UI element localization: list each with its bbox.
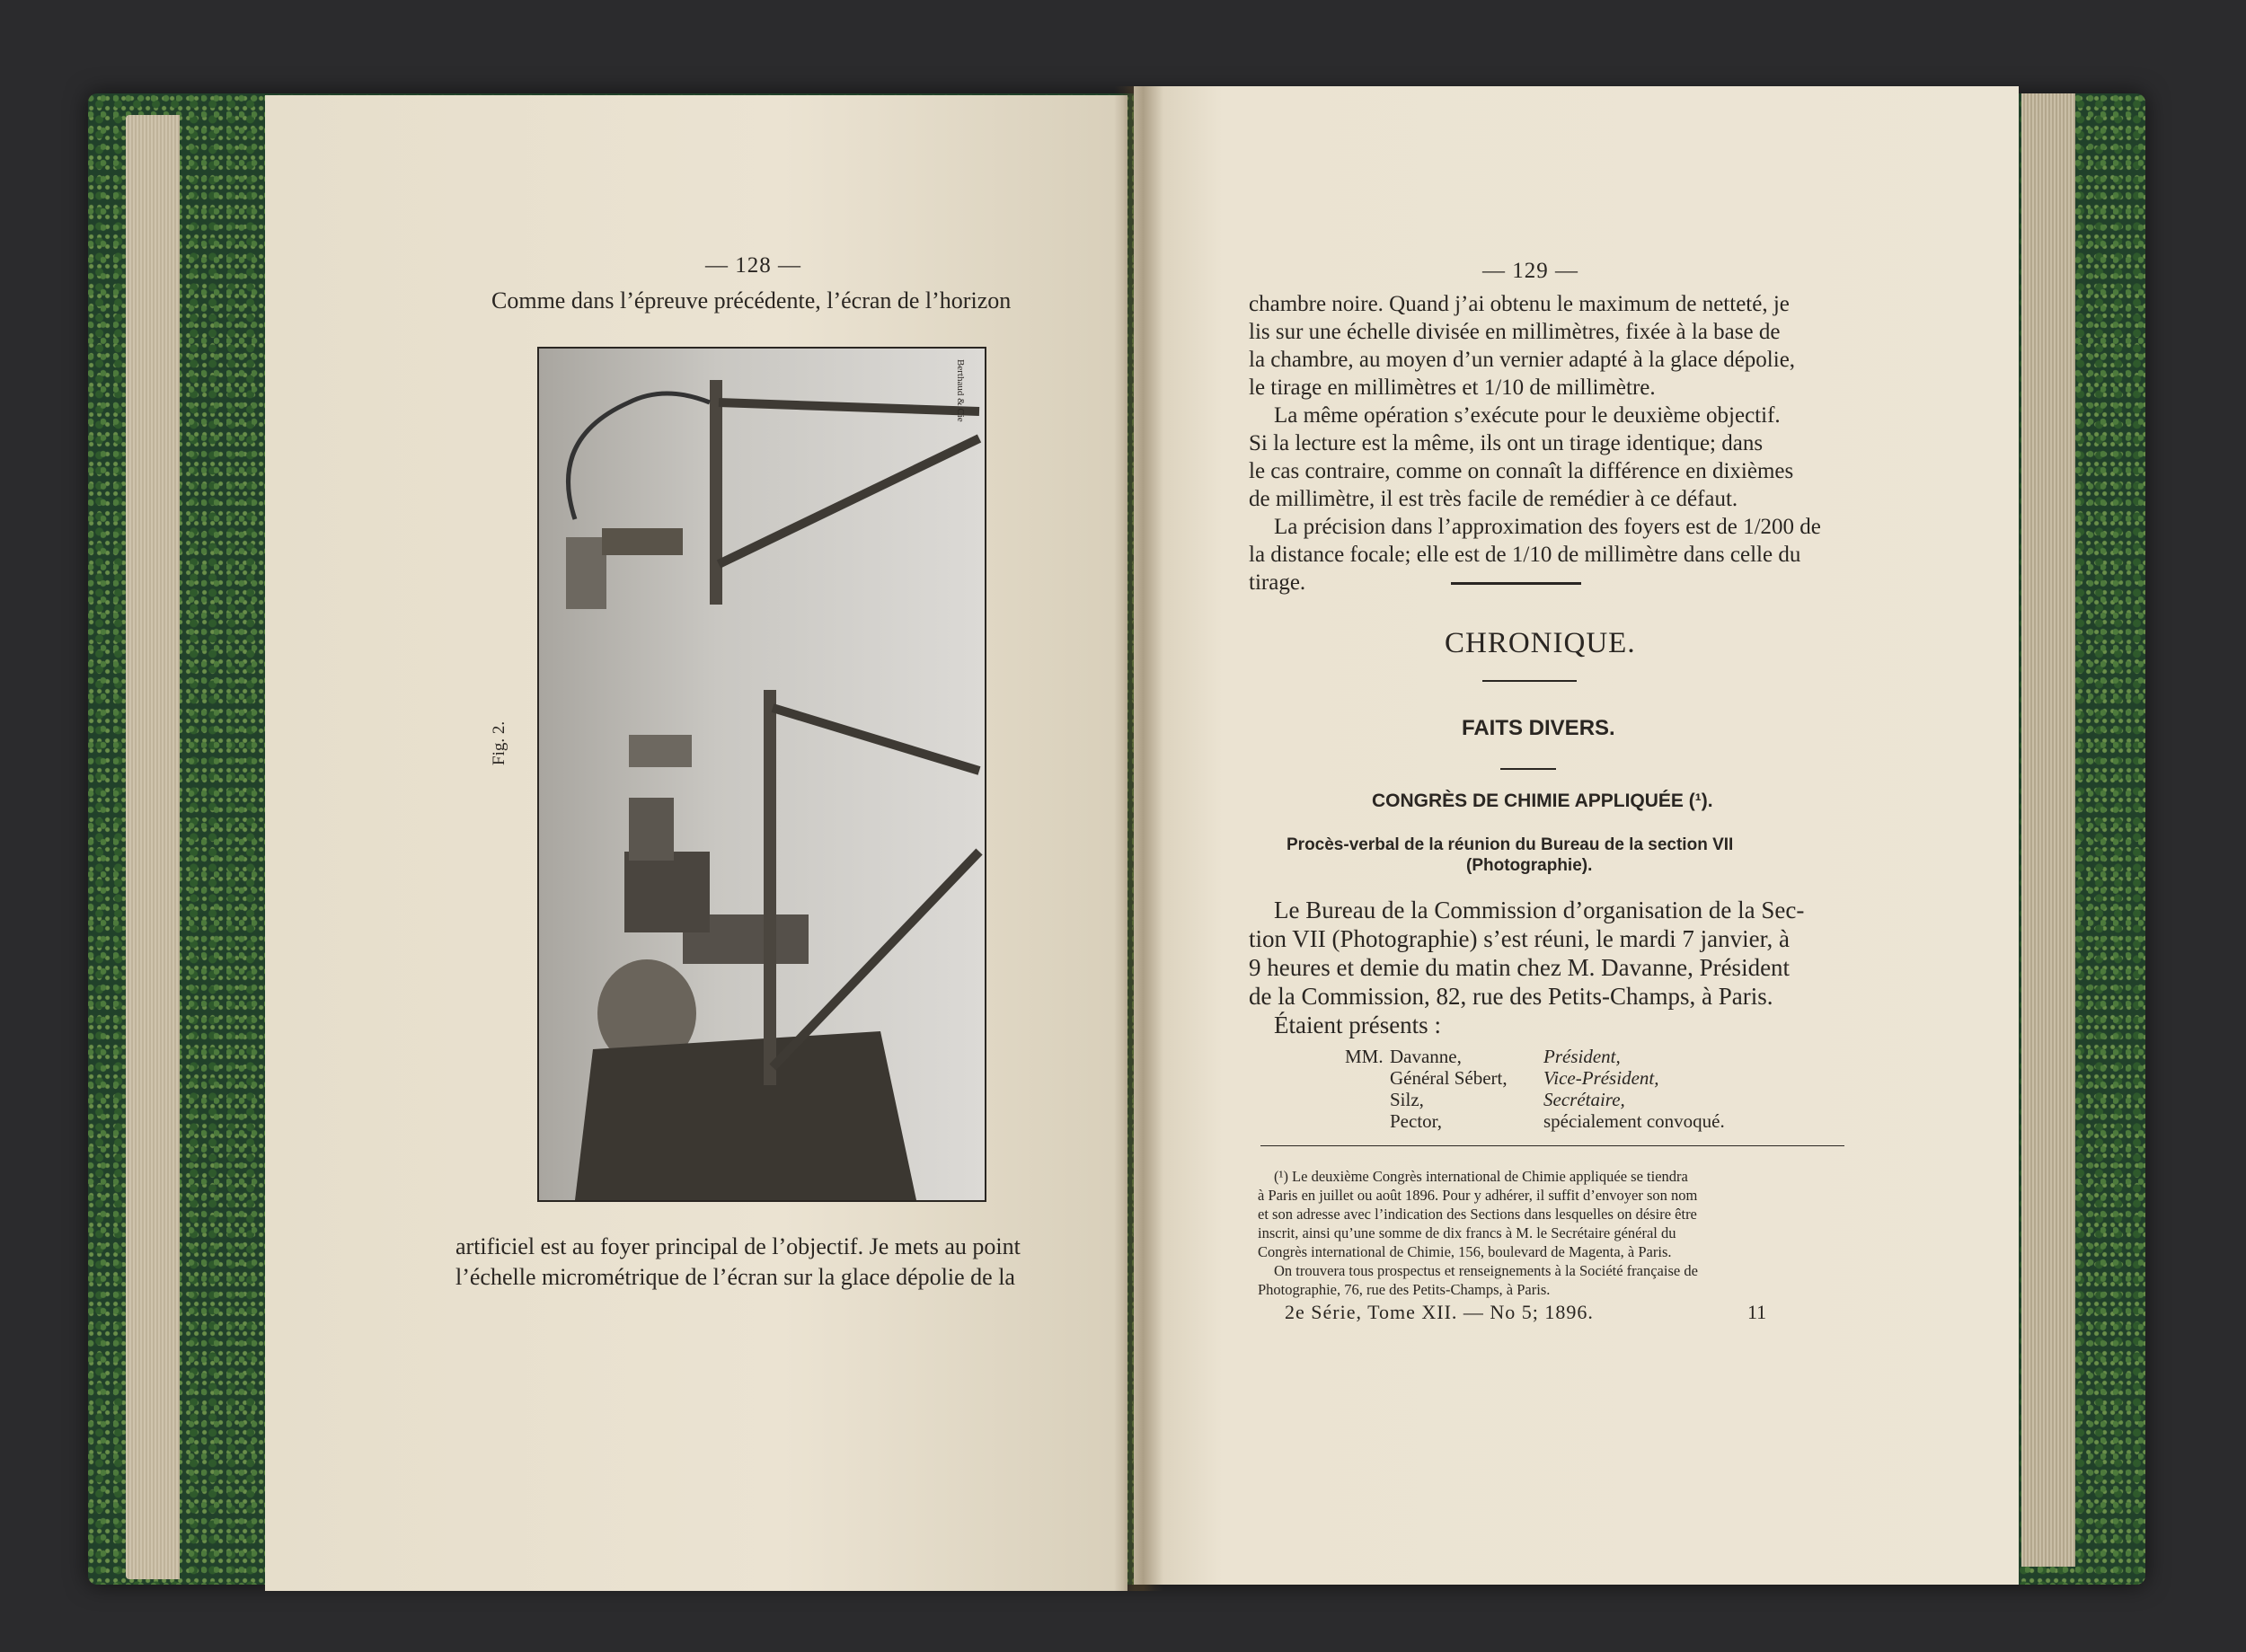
para1-line-1: chambre noire. Quand j’ai obtenu le maximum de netteté, je (1249, 292, 1790, 316)
footnote-rule (1260, 1145, 1844, 1146)
figure-credit: Berthaud & Cie (955, 359, 966, 422)
tripod-leg-1a (773, 708, 979, 771)
proces-verbal-line-2: (Photographie). (1466, 856, 1593, 875)
congres-heading: CONGRÈS DE CHIMIE APPLIQUÉE (¹). (1372, 791, 1713, 811)
para3-line-3: tirage. (1249, 570, 1306, 595)
figure-caption: Fig. 2. (490, 720, 508, 765)
right-page-number: — 129 — (1482, 259, 1578, 283)
collimator-tube (566, 537, 606, 609)
attendee-name-1: Davanne, (1390, 1046, 1462, 1067)
chronique-rule (1482, 680, 1577, 682)
attendee-name-4: Pector, (1390, 1110, 1443, 1132)
para4-line-1: Le Bureau de la Commission d’organisation de la Sec- (1274, 897, 1805, 923)
page-edges-right (2021, 93, 2075, 1567)
para1-line-4: le tirage en millimètres et 1/10 de millimètre. (1249, 375, 1656, 400)
camera-lens (629, 798, 674, 861)
para2-line-4: de millimètre, il est très facile de remédier à ce défaut. (1249, 487, 1738, 511)
attendee-name-3: Silz, (1390, 1089, 1424, 1110)
book-gutter-shade (1123, 86, 1163, 1591)
attendee-prefix: MM. (1345, 1046, 1384, 1067)
left-bottom-line-2: l’échelle micrométrique de l’écran sur la glace dépolie de la (455, 1264, 1015, 1290)
page-edges-left (126, 115, 180, 1579)
attendee-role-4: spécialement convoqué. (1543, 1110, 1725, 1132)
microscope-tube (629, 735, 692, 767)
table-top-1 (764, 690, 776, 1085)
footnote-line-6: On trouvera tous prospectus et renseignements à la Société française de (1274, 1262, 1698, 1279)
attendee-role-2: Vice-Président, (1543, 1067, 1659, 1089)
table-top-2 (710, 380, 722, 605)
attendee-name-2: Général Sébert, (1390, 1067, 1508, 1089)
attendee-role-1: Président, (1543, 1046, 1621, 1067)
faits-divers-heading: FAITS DIVERS. (1462, 716, 1615, 740)
para4-line-4: de la Commission, 82, rue des Petits-Champs, à Paris. (1249, 983, 1773, 1010)
footnote-line-7: Photographie, 76, rue des Petits-Champs, à Paris. (1258, 1281, 1551, 1298)
footnote-line-4: inscrit, ainsi qu’une somme de dix francs à M. le Secrétaire général du (1258, 1224, 1676, 1241)
signature-line: 2e Série, Tome XII. — No 5; 1896. (1285, 1301, 1594, 1323)
para1-line-3: la chambre, au moyen d’un vernier adapté à la glace dépolie, (1249, 348, 1796, 372)
footnote-line-1: (¹) Le deuxième Congrès international de Chimie appliquée se tiendra (1274, 1168, 1688, 1185)
para4-line-2: tion VII (Photographie) s’est réuni, le mardi 7 janvier, à (1249, 925, 1791, 952)
left-top-line: Comme dans l’épreuve précédente, l’écran de l’horizon (491, 287, 1012, 314)
figure-illustration (539, 349, 985, 1200)
para2-line-3: le cas contraire, comme on connaît la différence en dixièmes (1249, 459, 1794, 483)
tripod-leg-2b (719, 438, 979, 564)
para4-line-3: 9 heures et demie du matin chez M. Davanne, Président (1249, 954, 1791, 981)
chronique-title: CHRONIQUE. (1445, 627, 1636, 659)
ornament-rule (1451, 582, 1581, 585)
para3-line-1: La précision dans l’approximation des foyers est de 1/200 de (1274, 515, 1821, 539)
collimator-lens (602, 528, 683, 555)
figure-body (575, 1031, 916, 1200)
signature-number: 11 (1747, 1301, 1767, 1323)
footnote-line-3: et son adresse avec l’indication des Sections dans lesquelles on désire être (1258, 1206, 1697, 1223)
attendee-role-3: Secrétaire, (1543, 1089, 1625, 1110)
figure-photograph (537, 347, 986, 1202)
proces-verbal-line-1: Procès-verbal de la réunion du Bureau de la section VII (1287, 835, 1734, 854)
para2-line-1: La même opération s’exécute pour le deuxième objectif. (1274, 403, 1781, 428)
para2-line-2: Si la lecture est la même, ils ont un tirage identique; dans (1249, 431, 1764, 455)
para1-line-2: lis sur une échelle divisée en millimètres, fixée à la base de (1249, 320, 1781, 344)
left-page-number: — 128 — (705, 253, 801, 278)
left-bottom-line-1: artificiel est au foyer principal de l’objectif. Je mets au point (455, 1233, 1021, 1259)
para4-line-5: Étaient présents : (1274, 1012, 1441, 1038)
footnote-line-2: à Paris en juillet ou août 1896. Pour y adhérer, il suffit d’envoyer son nom (1258, 1187, 1698, 1204)
camera-bellows (624, 852, 710, 932)
para3-line-2: la distance focale; elle est de 1/10 de millimètre dans celle du (1249, 543, 1801, 567)
tripod-leg-2a (719, 402, 979, 411)
footnote-line-5: Congrès international de Chimie, 156, boulevard de Magenta, à Paris. (1258, 1243, 1672, 1260)
faits-divers-rule (1500, 768, 1556, 770)
cable (569, 393, 711, 519)
